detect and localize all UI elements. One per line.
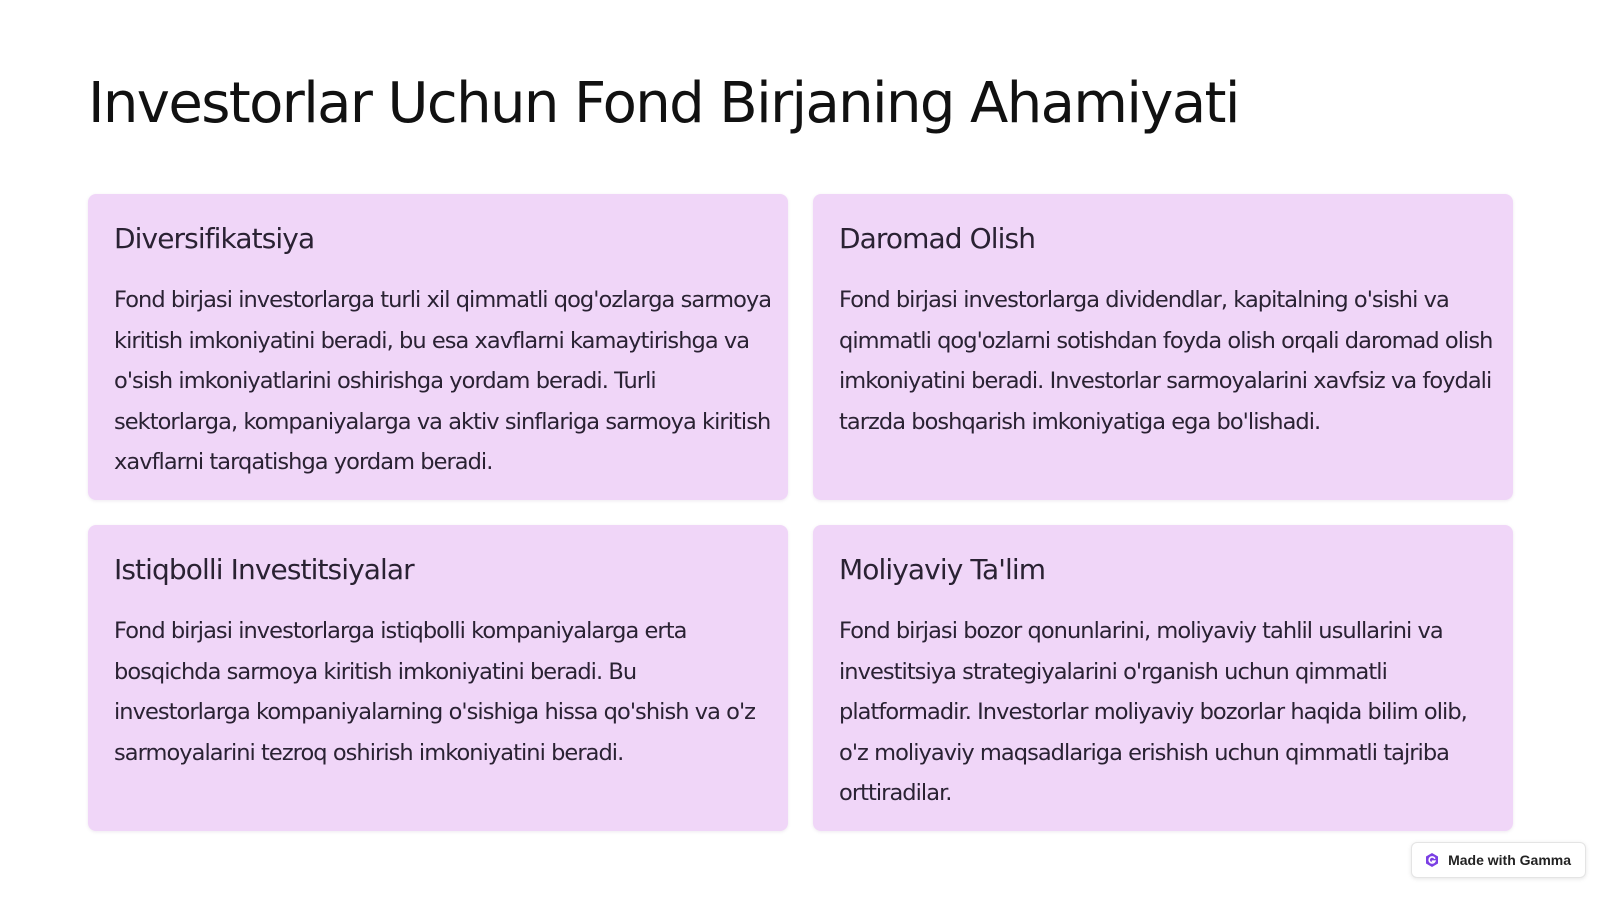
card-istiqbolli-investitsiyalar — [88, 525, 788, 831]
card-title: Diversifikatsiya — [114, 222, 315, 255]
card-body: Fond birjasi investorlarga turli xil qimmatli qog'ozlarga sarmoya kiritish imkoniyatini beradi, bu esa xavflarni kamaytirishga va o'sish imkoniyatlarini oshirishga yordam beradi. Turli sektorlarga, kompaniyalarga va aktiv sinflariga sarmoya kiritish xavflarni tarqatishga yordam beradi. — [114, 287, 772, 475]
page-title: Investorlar Uchun Fond Birjaning Ahamiyati — [88, 71, 1239, 136]
card-daromad-olish — [813, 194, 1513, 500]
made-with-gamma-badge[interactable] — [1411, 842, 1586, 878]
badge-label: Made with Gamma — [1448, 852, 1571, 868]
card-title: Daromad Olish — [839, 222, 1036, 255]
card-body: Fond birjasi investorlarga istiqbolli kompaniyalarga erta bosqichda sarmoya kiritish imkoniyatini beradi. Bu investorlarga kompaniyalarning o'sishiga hissa qo'shish va o'z sarmoyalarini tezroq oshirish imkoniyatini beradi. — [114, 618, 756, 766]
card-title: Moliyaviy Ta'lim — [839, 553, 1046, 586]
card-body: Fond birjasi bozor qonunlarini, moliyaviy tahlil usullarini va investitsiya strategiyalarini o'rganish uchun qimmatli platformadir. Investorlar moliyaviy bozorlar haqida bilim olib, o'z moliyaviy maqsadlariga erishish uchun qimmatli tajriba orttiradilar. — [839, 618, 1467, 806]
card-body: Fond birjasi investorlarga dividendlar, kapitalning o'sishi va qimmatli qog'ozlarni sotishdan foyda olish orqali daromad olish imkoniyatini beradi. Investorlar sarmoyalarini xavfsiz va foydali tarzda boshqarish imkoniyatiga ega bo'lishadi. — [839, 287, 1493, 435]
card-moliyaviy-talim — [813, 525, 1513, 831]
card-title: Istiqbolli Investitsiyalar — [114, 553, 414, 586]
card-diversifikatsiya — [88, 194, 788, 500]
gamma-logo-icon — [1424, 852, 1440, 868]
